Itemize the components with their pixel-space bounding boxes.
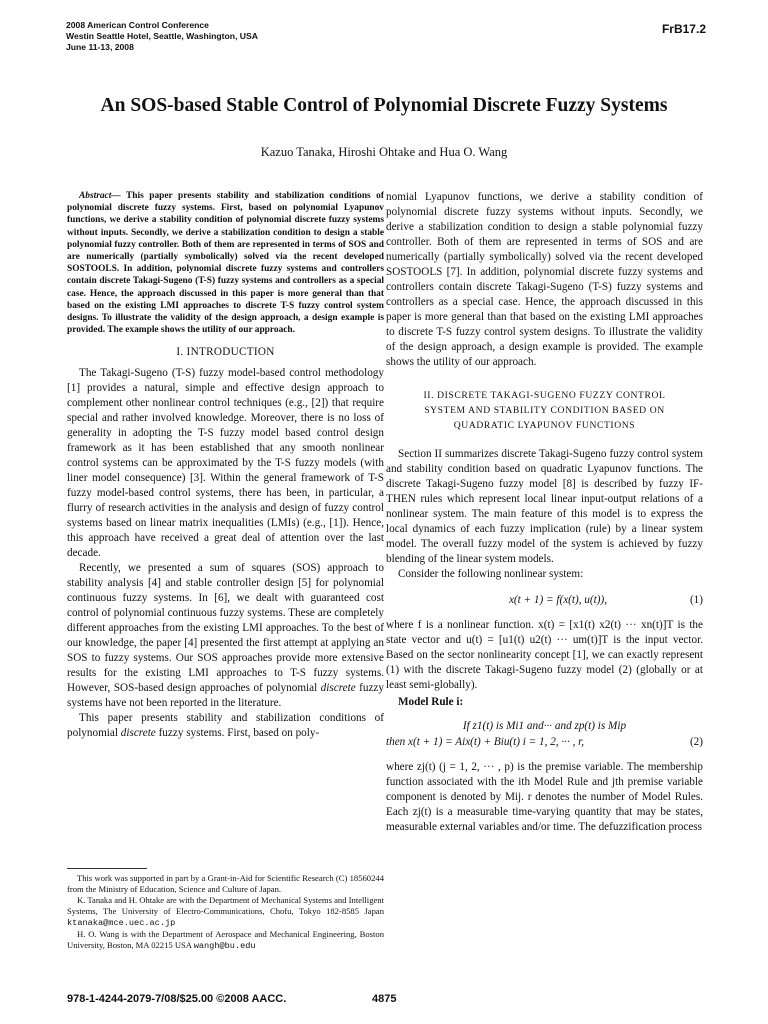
intro-p2-text: Recently, we presented a sum of squares (SOS) approach to stability analysis [4] and stable controller design [5] for polynomial continuous fuzzy systems. In [6], we dealt with guaranteed cost control of polynomial continuous fuzzy systems. These are completely different approaches from the existing LMI approaches. To the best of our knowledge, the paper [4] presented the first attempt at applying an SOS to fuzzy systems. Our SOS approaches provide more extensive results for the existing LMI approaches to T-S fuzzy systems. However, SOS-based design approaches of polynomial	[67, 562, 384, 695]
intro-paragraph-3	[67, 711, 384, 741]
intro-p2-emphasis: discrete	[320, 682, 356, 695]
conference-dates: June 11-13, 2008	[66, 42, 134, 52]
equation-2-number: (2)	[689, 736, 703, 748]
footnote-affiliation-1-text: K. Tanaka and H. Ohtake are with the Department of Mechanical Systems and Intelligent Systems, The University of Electro-Communications, Chofu, Tokyo 182-8585 Japan	[67, 895, 384, 916]
section2-paragraph-4: where zj(t) (j = 1, 2, ··· , p) is the premise variable. The membership function associated with the ith Model Rule and jth premise variable component is denoted by Mij. r denotes the number of Model Rules. Each zj(t) is a measurable time-varying quantity that may be states, measurable external variables and/or time. The defuzzification process	[386, 761, 703, 833]
left-column	[67, 190, 384, 741]
section2-paragraph-1: Section II summarizes discrete Takagi-Sugeno fuzzy control system and stability condition based on quadratic Lyapunov functions. The discrete Takagi-Sugeno fuzzy model [8] is described by fuzzy IF-THEN rules which represent local linear input-output relations of a nonlinear system. The main feature of this model is to express the local dynamics of each fuzzy implication (rule) by a linear system model. The overall fuzzy model of the system is achieved by fuzzy blending of the linear system models.	[386, 448, 703, 565]
section-heading-2	[386, 388, 703, 433]
abstract-label: Abstract	[79, 191, 112, 201]
footnotes	[67, 868, 384, 952]
paper-authors: Kazuo Tanaka, Hiroshi Ohtake and Hua O. Wang	[260, 145, 508, 159]
conference-header	[66, 20, 258, 53]
intro-p3-emphasis: discrete	[120, 727, 156, 740]
section2-paragraph-2: Consider the following nonlinear system:	[398, 568, 584, 580]
session-code: FrB17.2	[661, 22, 706, 36]
equation-1	[386, 594, 703, 606]
intro-paragraph-2	[67, 561, 384, 711]
email-link-wang[interactable]: wangh@bu.edu	[193, 941, 256, 951]
footnote-affiliation-2	[67, 929, 384, 952]
footnote-affiliation-1	[67, 895, 384, 929]
abstract-text: This paper presents stability and stabilization conditions of polynomial discrete fuzzy systems. First, based on polynomial Lyapunov functions, we derive a stability condition of polynomial discrete fuzzy systems without inputs. Secondly, we derive a stabilization condition to design a stable polynomial fuzzy controller. Both of them are represented in terms of SOS and are numerically (partially symbolically) solved via the recent developed SOSTOOLS. In addition, polynomial discrete fuzzy systems and controllers contain discrete Takagi-Sugeno (T-S) fuzzy systems and controllers as a special case. Hence, the approach discussed in this paper is more general than that based on the existing LMI approaches to discrete T-S fuzzy control system designs. To illustrate the validity of the design approach, a design example is provided. The example shows the utility of our approach.	[67, 191, 384, 336]
conference-venue: Westin Seattle Hotel, Seattle, Washington, USA	[66, 31, 258, 41]
page-number: 4875	[372, 993, 397, 1005]
isbn-copyright: 978-1-4244-2079-7/08/$25.00 ©2008 AACC.	[67, 993, 287, 1005]
abstract: Abstract— This paper presents stability and stabilization conditions of polynomial discrete fuzzy systems. First, based on polynomial Lyapunov functions, we derive a stability condition of polynomial discrete fuzzy systems without inputs. Secondly, we derive a stabilization condition to design a stable polynomial fuzzy controller. Both of them are represented in terms of SOS and are numerically (partially symbolically) solved via the recent developed SOSTOOLS. In addition, polynomial discrete fuzzy systems and controllers contain discrete Takagi-Sugeno (T-S) fuzzy systems and controllers as a special case. Hence, the approach discussed in this paper is more general than that based on the existing LMI approaches to discrete T-S fuzzy control system designs. To illustrate the validity of the design approach, a design example is provided. The example shows the utility of our approach.	[67, 191, 384, 336]
footnote-funding: This work was supported in part by a Grant-in-Aid for Scientific Research (C) 18560244 from the Ministry of Education, Science and Culture of Japan.	[67, 873, 384, 894]
equation-1-body: x(t + 1) = f(x(t), u(t)),	[508, 594, 607, 606]
conference-name: 2008 American Control Conference	[66, 20, 209, 30]
right-paragraph-continuation: nomial Lyapunov functions, we derive a stability condition of polynomial discrete fuzzy systems without inputs. Secondly, we derive a stabilization condition to design a stable polynomial fuzzy controller. Both of them are represented in terms of SOS and are numerically (partially symbolically) solved via the recent developed SOSTOOLS [7]. In addition, polynomial discrete fuzzy systems and controllers contain discrete Takagi-Sugeno (T-S) fuzzy systems and controllers as a special case. Hence, the approach discussed in this paper is more general than that based on the existing LMI approaches to discrete T-S fuzzy control system designs. To illustrate the validity of the design approach, a design example is provided. The example shows the utility of our approach.	[386, 191, 703, 368]
model-rule-label: Model Rule i:	[398, 696, 464, 708]
section-heading-introduction: I. INTRODUCTION	[176, 346, 275, 359]
right-column	[386, 190, 703, 835]
section2-heading-line1: II. DISCRETE TAKAGI-SUGENO FUZZY CONTROL	[423, 390, 666, 401]
model-rule-then	[386, 734, 703, 750]
equation-1-number: (1)	[689, 594, 703, 606]
section2-heading-line2: SYSTEM AND STABILITY CONDITION BASED ON	[424, 405, 665, 416]
intro-paragraph-1: The Takagi-Sugeno (T-S) fuzzy model-based control methodology [1] provides a natural, simple and effective design approach to complement other nonlinear control techniques (e.g., [2]) that require special and rather involved knowledge. Moreover, there is no loss of generality in adopting the T-S fuzzy model based control design framework as it has been established that any smooth nonlinear control systems can be approximated by the T-S fuzzy models (with liner model consequence) [3]. Within the general framework of T-S fuzzy model-based control systems, there has been, in particular, a flurry of research activities in the analysis and design of fuzzy control systems based on linear matrix inequalities (LMIs) (e.g., [1]). Hence, this approach have received a great deal of attention over the last decade.	[67, 367, 384, 560]
paper-title: An SOS-based Stable Control of Polynomial Discrete Fuzzy Systems	[100, 95, 668, 116]
intro-p2-end: fuzzy systems have not been reported in the literature.	[67, 682, 384, 710]
email-link-tanaka[interactable]: ktanaka@mce.uec.ac.jp	[67, 918, 176, 928]
intro-p3-text: This paper presents stability and stabilization conditions of polynomial	[67, 712, 384, 740]
model-rule-then-body: then x(t + 1) = Aix(t) + Biu(t) i = 1, 2, ··· , r,	[386, 736, 585, 748]
section2-heading-line3: QUADRATIC LYAPUNOV FUNCTIONS	[453, 420, 636, 431]
section2-paragraph-3: where f is a nonlinear function. x(t) = [x1(t) x2(t) ··· xn(t)]T is the state vector and u(t) = [u1(t) u2(t) ··· um(t)]T is the input vector. Based on the sector nonlinearity concept [1], we can exactly represent (1) with the discrete Takagi-Sugeno fuzzy model (2) (globally or at least semi-globally).	[386, 619, 703, 691]
intro-p3-end: fuzzy systems. First, based on poly-	[158, 727, 320, 740]
footnote-affiliation-2-text: H. O. Wang is with the Department of Aerospace and Mechanical Engineering, Boston University, Boston, MA 02215 USA	[67, 929, 384, 950]
model-rule-if: If z1(t) is Mi1 and··· and zp(t) is Mip	[462, 720, 627, 732]
footnote-rule	[67, 868, 147, 869]
